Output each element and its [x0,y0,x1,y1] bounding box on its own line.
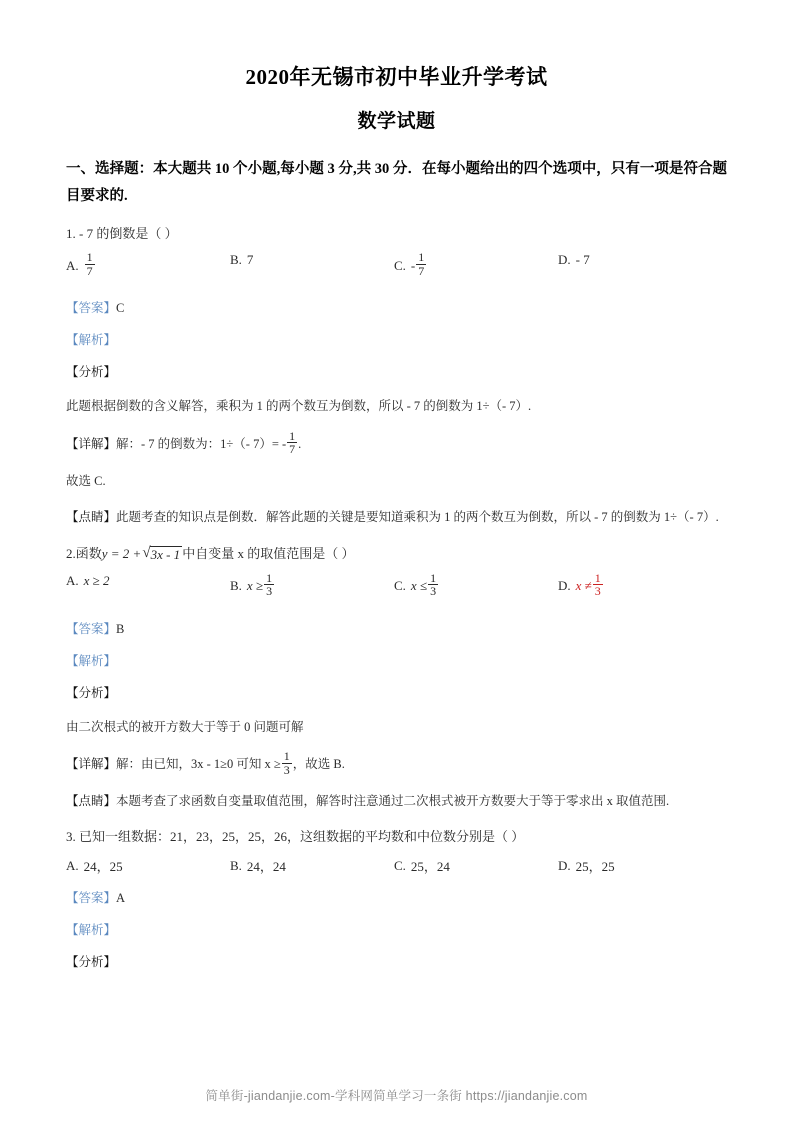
question-1-text: - 7 的倒数是（ ） [79,225,178,241]
question-2-insight-text: 本题考查了求函数自变量取值范围，解答时注意通过二次根式被开方数要大于等于零求出 x 取值范围. [116,794,670,809]
insight-tag: 【点睛】 [66,794,117,809]
page-title: 2020年无锡市初中毕业升学考试 [245,65,548,89]
fraction-denominator: 7 [418,264,425,279]
question-2-option-c[interactable] [394,570,558,599]
option-relation: x ≥ [246,577,264,593]
question-2-text-post: 中自变量 x 的取值范围是（ ） [182,545,355,561]
question-1-options [66,252,727,286]
fraction-denominator: 7 [289,442,296,457]
question-1 [66,224,727,530]
question-1-conclusion: 故选 C. [66,473,106,488]
option-label: D. [558,857,571,873]
page-subtitle: 数学试题 [357,111,436,133]
option-relation: x ≤ [410,577,428,593]
analysis-tag: 【分析】 [66,365,117,380]
footer-watermark: 简单街-jiandanjie.com-学科网简单学习一条街 https://jiandanjie.com [205,1089,588,1103]
question-1-explain-line [66,330,727,350]
question-2-explain-line [66,651,727,671]
option-value: 24，25 [83,859,123,875]
question-1-detail-line [66,428,727,457]
option-value: 25，24 [410,859,450,875]
question-1-stem [66,224,727,245]
option-value: - 7 [575,252,590,268]
fraction-numerator: 1 [266,570,273,585]
minus-sign: - [410,257,416,273]
question-3-explain-line [66,920,727,940]
fraction-denominator: 3 [283,762,290,777]
question-3-option-a[interactable] [66,856,230,875]
fraction [264,572,274,598]
option-value: 7 [246,252,254,268]
fraction-numerator: 1 [289,428,296,443]
question-3-stem [66,827,727,848]
question-3-number: 3. [66,829,76,845]
option-label: B. [230,252,242,268]
option-label: A. [66,572,79,588]
question-1-detail-prefix: 解：- 7 的倒数为：1÷（- 7）= - [116,436,287,451]
fraction-numerator: 1 [430,570,437,585]
insight-tag: 【点睛】 [66,510,117,525]
analysis-tag: 【分析】 [66,955,117,970]
fraction-numerator: 1 [86,250,93,265]
question-2-analysis-tag-line [66,683,727,703]
question-2-number: 2. [66,545,76,561]
explain-tag: 【解析】 [66,923,117,938]
fraction [85,251,95,277]
answer-tag: 【答案】 [66,891,117,906]
fraction [416,251,426,277]
fraction [287,430,297,456]
option-value: 24，24 [246,859,286,875]
option-label: C. [394,577,406,593]
radicand: 3x - 1 [150,546,181,562]
analysis-tag: 【分析】 [66,685,117,700]
fraction-denominator: 3 [430,584,437,599]
question-1-insight [66,505,727,529]
option-label: B. [230,857,242,873]
question-1-option-b[interactable] [230,252,394,268]
option-label: A. [66,857,79,873]
question-3-option-c[interactable] [394,856,558,875]
question-1-answer-value: C [116,301,125,316]
question-2-option-a[interactable] [66,573,230,589]
section-heading: 一、选择题：本大题共 10 个小题,每小题 3 分,共 30 分．在每小题给出的四个选项中，只有一项是符合题目要求的. [66,161,727,204]
question-2-expression: y = 2 + [101,545,142,561]
option-label: B. [230,577,242,593]
question-1-option-c[interactable] [394,252,558,278]
option-label: D. [558,577,571,593]
answer-tag: 【答案】 [66,621,117,636]
question-2-insight [66,789,727,813]
fraction-denominator: 3 [594,584,601,599]
question-1-analysis-text: 此题根据倒数的含义解答，乘积为 1 的两个数互为倒数，所以 - 7 的倒数为 1÷（- 7）. [66,399,532,414]
question-3 [66,827,727,972]
question-2-option-b[interactable] [230,570,394,599]
question-2-options [66,570,727,607]
square-root-icon [142,546,182,563]
question-1-option-d[interactable] [558,252,590,268]
option-relation: x ≠ [575,577,592,593]
question-1-detail-suffix: . [298,436,302,451]
fraction-denominator: 7 [86,264,93,279]
option-label: C. [394,857,406,873]
option-label: D. [558,252,571,268]
option-label: C. [394,257,406,273]
explain-tag: 【解析】 [66,333,117,348]
question-1-option-a[interactable] [66,252,230,278]
fraction-numerator: 1 [283,748,290,763]
question-3-text: 已知一组数据：21，23，25，25，26，这组数据的平均数和中位数分别是（ ） [79,829,525,845]
fraction-numerator: 1 [418,250,425,265]
question-2-detail-suffix: ，故选 B. [292,757,345,771]
question-3-answer-value: A [116,891,126,906]
question-3-option-d[interactable] [558,856,615,875]
question-1-analysis-tag-line [66,362,727,382]
answer-tag: 【答案】 [66,301,117,316]
question-2 [66,544,727,814]
option-label: A. [66,257,79,273]
question-2-analysis-text: 由二次根式的被开方数大于等于 0 问题可解 [66,719,304,734]
question-3-option-b[interactable] [230,856,394,875]
fraction-numerator: 1 [594,570,601,585]
question-1-number: 1. [66,225,76,241]
explain-tag: 【解析】 [66,653,117,668]
question-3-options [66,856,727,876]
detail-tag: 【详解】 [66,757,117,771]
option-value: 25，25 [575,859,615,875]
fraction [428,572,438,598]
question-2-option-d[interactable] [558,570,604,599]
question-2-answer-line [66,619,727,639]
question-2-stem [66,544,727,565]
question-2-answer-value: B [116,621,125,636]
question-3-analysis-tag-line [66,952,727,972]
radical-sign: √ [142,544,151,561]
question-1-insight-text: 此题考查的知识点是倒数．解答此题的关键是要知道乘积为 1 的两个数互为倒数，所以 - 7 的倒数为 1÷（- 7）. [116,510,719,525]
question-3-answer-line [66,888,727,908]
question-2-detail-line [66,748,727,777]
fraction-denominator: 3 [266,584,273,599]
fraction [282,750,292,776]
fraction [593,572,603,598]
detail-tag: 【详解】 [66,436,117,451]
question-1-answer-line [66,298,727,318]
question-2-text-pre: 函数 [75,545,102,561]
option-value: x ≥ 2 [83,572,110,588]
question-2-detail-prefix: 解：由已知，3x - 1≥0 可知 x ≥ [116,757,281,771]
